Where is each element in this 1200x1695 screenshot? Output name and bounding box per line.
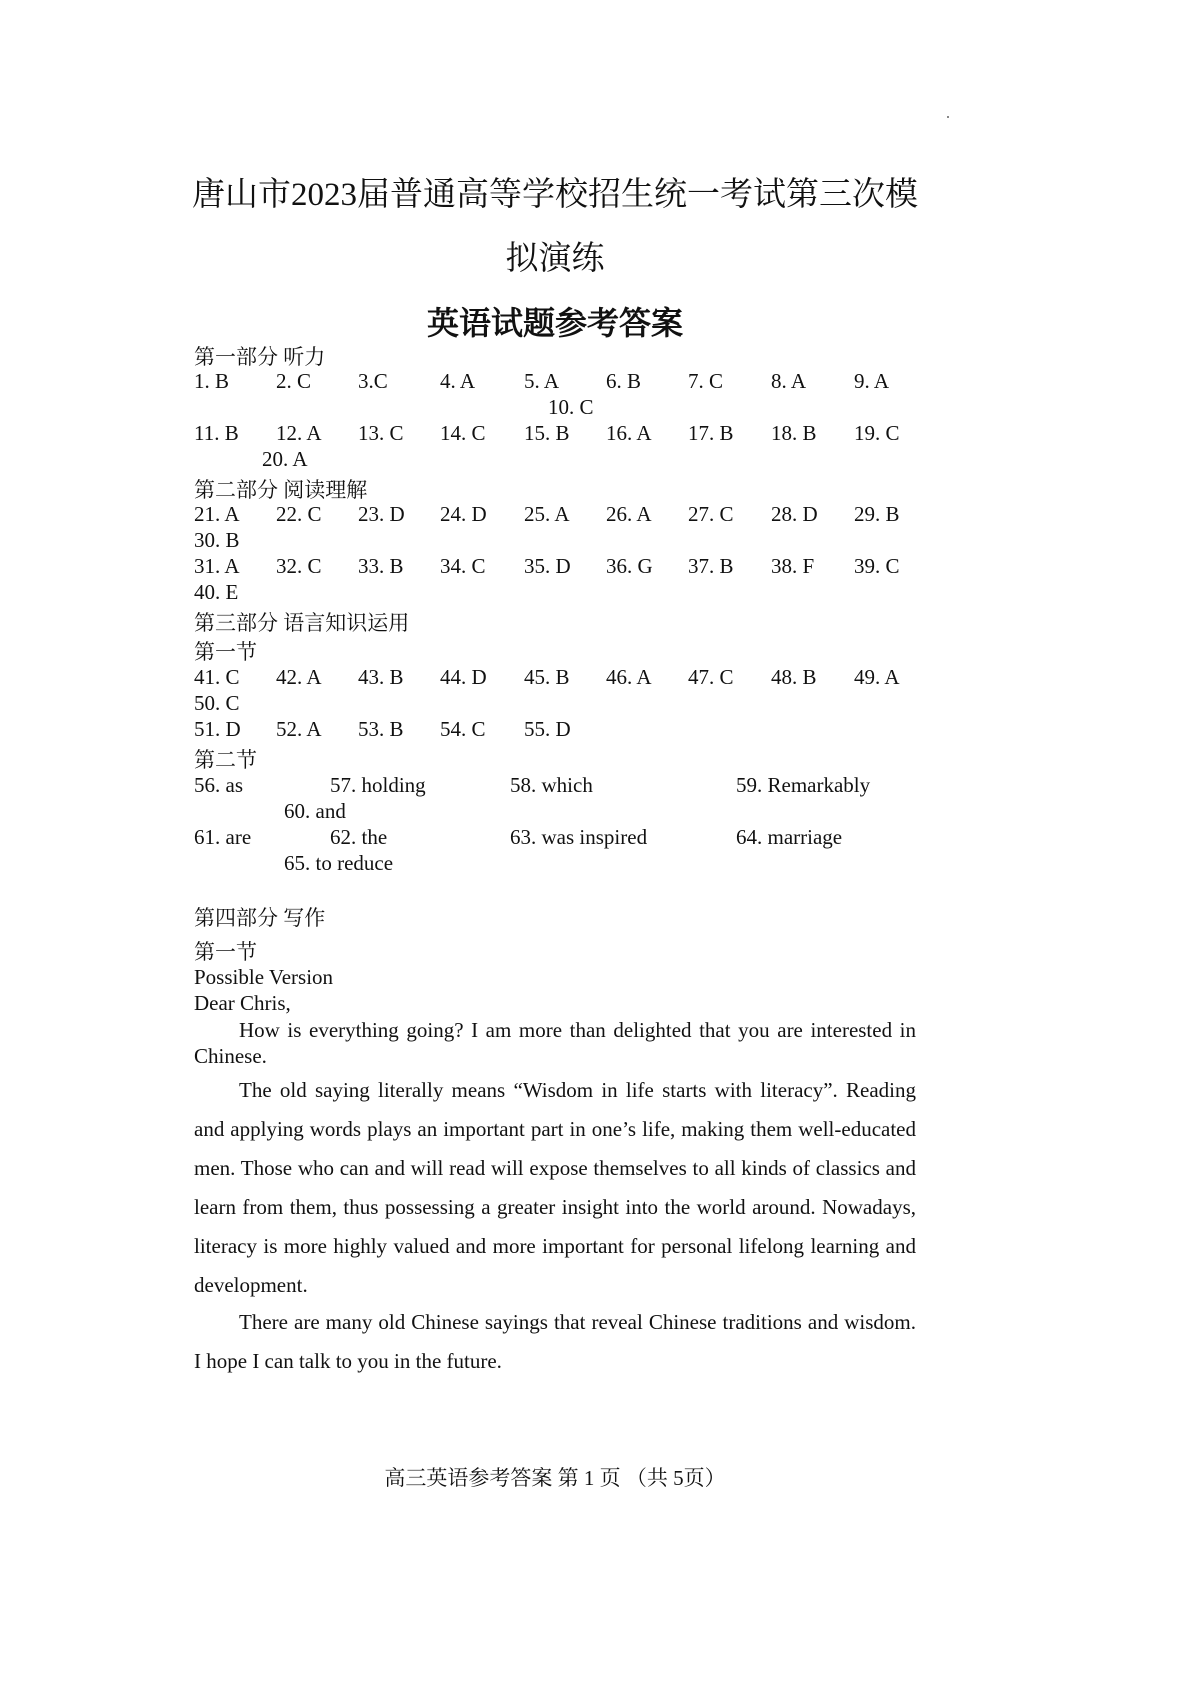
answer-item: 64. marriage: [736, 825, 843, 849]
answer-item: 29. B: [854, 502, 900, 526]
answer-item: 56. as: [194, 773, 243, 797]
answer-item: 59. Remarkably: [736, 773, 871, 797]
answer-item: 41. C: [194, 665, 240, 689]
document-title: 唐山市2023届普通高等学校招生统一考试第三次模: [192, 177, 918, 213]
possible-version-label: Possible Version: [194, 965, 334, 989]
answer-item: 4. A: [440, 369, 476, 393]
answer-item: 6. B: [606, 369, 642, 393]
answer-item: 40. E: [194, 580, 239, 604]
answer-item: 33. B: [358, 554, 404, 578]
answer-item: 20. A: [262, 447, 308, 471]
answer-item: 36. G: [606, 554, 653, 578]
answer-item: 65. to reduce: [284, 851, 394, 875]
answer-item: 37. B: [688, 554, 734, 578]
document-subtitle: 英语试题参考答案: [426, 304, 683, 342]
answer-item: 11. B: [194, 421, 239, 445]
answer-item: 1. B: [194, 369, 230, 393]
letter-paragraph-3: There are many old Chinese sayings that reveal Chinese traditions and wisdom. I hope I can talk to you in the future.: [194, 1310, 916, 1373]
letter-greeting: Dear Chris,: [194, 991, 291, 1015]
answer-item: 45. B: [524, 665, 570, 689]
answer-item: 14. C: [440, 421, 486, 445]
answer-item: 39. C: [854, 554, 900, 578]
document-title-line2: 拟演练: [505, 241, 605, 277]
letter-paragraph-1: How is everything going? I am more than delighted that you are interested in Chinese.: [194, 1018, 916, 1068]
answer-item: 12. A: [276, 421, 322, 445]
answer-item: 22. C: [276, 502, 322, 526]
answer-item: 27. C: [688, 502, 734, 526]
answer-item: 42. A: [276, 665, 322, 689]
answer-item: 8. A: [771, 369, 807, 393]
answer-item: 52. A: [276, 717, 322, 741]
answer-item: 15. B: [524, 421, 570, 445]
answer-item: 49. A: [854, 665, 900, 689]
answer-item: 3.C: [358, 369, 388, 393]
answer-item: 13. C: [358, 421, 404, 445]
part4-heading: 第四部分 写作: [194, 906, 326, 930]
answer-item: 44. D: [440, 665, 487, 689]
answer-item: 17. B: [688, 421, 734, 445]
answer-item: 57. holding: [330, 773, 426, 797]
answer-item: 47. C: [688, 665, 734, 689]
answer-item: 10. C: [548, 395, 594, 419]
answer-item: 28. D: [771, 502, 818, 526]
answer-item: 9. A: [854, 369, 890, 393]
answer-item: 25. A: [524, 502, 570, 526]
answer-item: 34. C: [440, 554, 486, 578]
section-heading: 第一节: [194, 940, 257, 964]
part1-heading: 第一部分 听力: [194, 345, 326, 369]
answer-item: 55. D: [524, 717, 571, 741]
page-footer: 高三英语参考答案 第 1 页 （共 5页）: [384, 1466, 726, 1490]
answer-item: 21. A: [194, 502, 240, 526]
answer-item: 38. F: [771, 554, 815, 578]
answer-item: 46. A: [606, 665, 652, 689]
answer-item: 16. A: [606, 421, 652, 445]
answer-item: 51. D: [194, 717, 241, 741]
part2-heading: 第二部分 阅读理解: [194, 478, 368, 502]
answer-item: 7. C: [688, 369, 724, 393]
answer-item: 61. are: [194, 825, 252, 849]
answer-item: 63. was inspired: [510, 825, 648, 849]
answer-item: 23. D: [358, 502, 405, 526]
answer-item: 53. B: [358, 717, 404, 741]
answer-item: 19. C: [854, 421, 900, 445]
answer-item: 35. D: [524, 554, 571, 578]
letter-paragraph-2: The old saying literally means “Wisdom in life starts with literacy”. Reading and applying words plays an important part in one’s life, making them well-educated men. Those who can and will read will expose themselves to all kinds of classics and learn from them, thus possessing a greater insight into the world around. Nowadays, literacy is more highly valued and more important for personal lifelong learning and development.: [194, 1078, 916, 1297]
answer-item: 26. A: [606, 502, 652, 526]
answer-item: 5. A: [524, 369, 560, 393]
answer-item: 18. B: [771, 421, 817, 445]
answer-item: 54. C: [440, 717, 486, 741]
answer-item: 24. D: [440, 502, 487, 526]
answer-item: 43. B: [358, 665, 404, 689]
answer-item: 2. C: [276, 369, 312, 393]
answer-item: 31. A: [194, 554, 240, 578]
section-heading: 第一节: [194, 640, 257, 664]
answer-item: 60. and: [284, 799, 346, 823]
section-heading: 第二节: [194, 748, 257, 772]
answer-item: 32. C: [276, 554, 322, 578]
part3-heading: 第三部分 语言知识运用: [194, 611, 410, 635]
answer-item: 58. which: [510, 773, 593, 797]
answer-item: 30. B: [194, 528, 240, 552]
answer-item: 50. C: [194, 691, 240, 715]
scan-speck: [947, 116, 949, 118]
answer-item: 62. the: [330, 825, 388, 849]
answer-item: 48. B: [771, 665, 817, 689]
